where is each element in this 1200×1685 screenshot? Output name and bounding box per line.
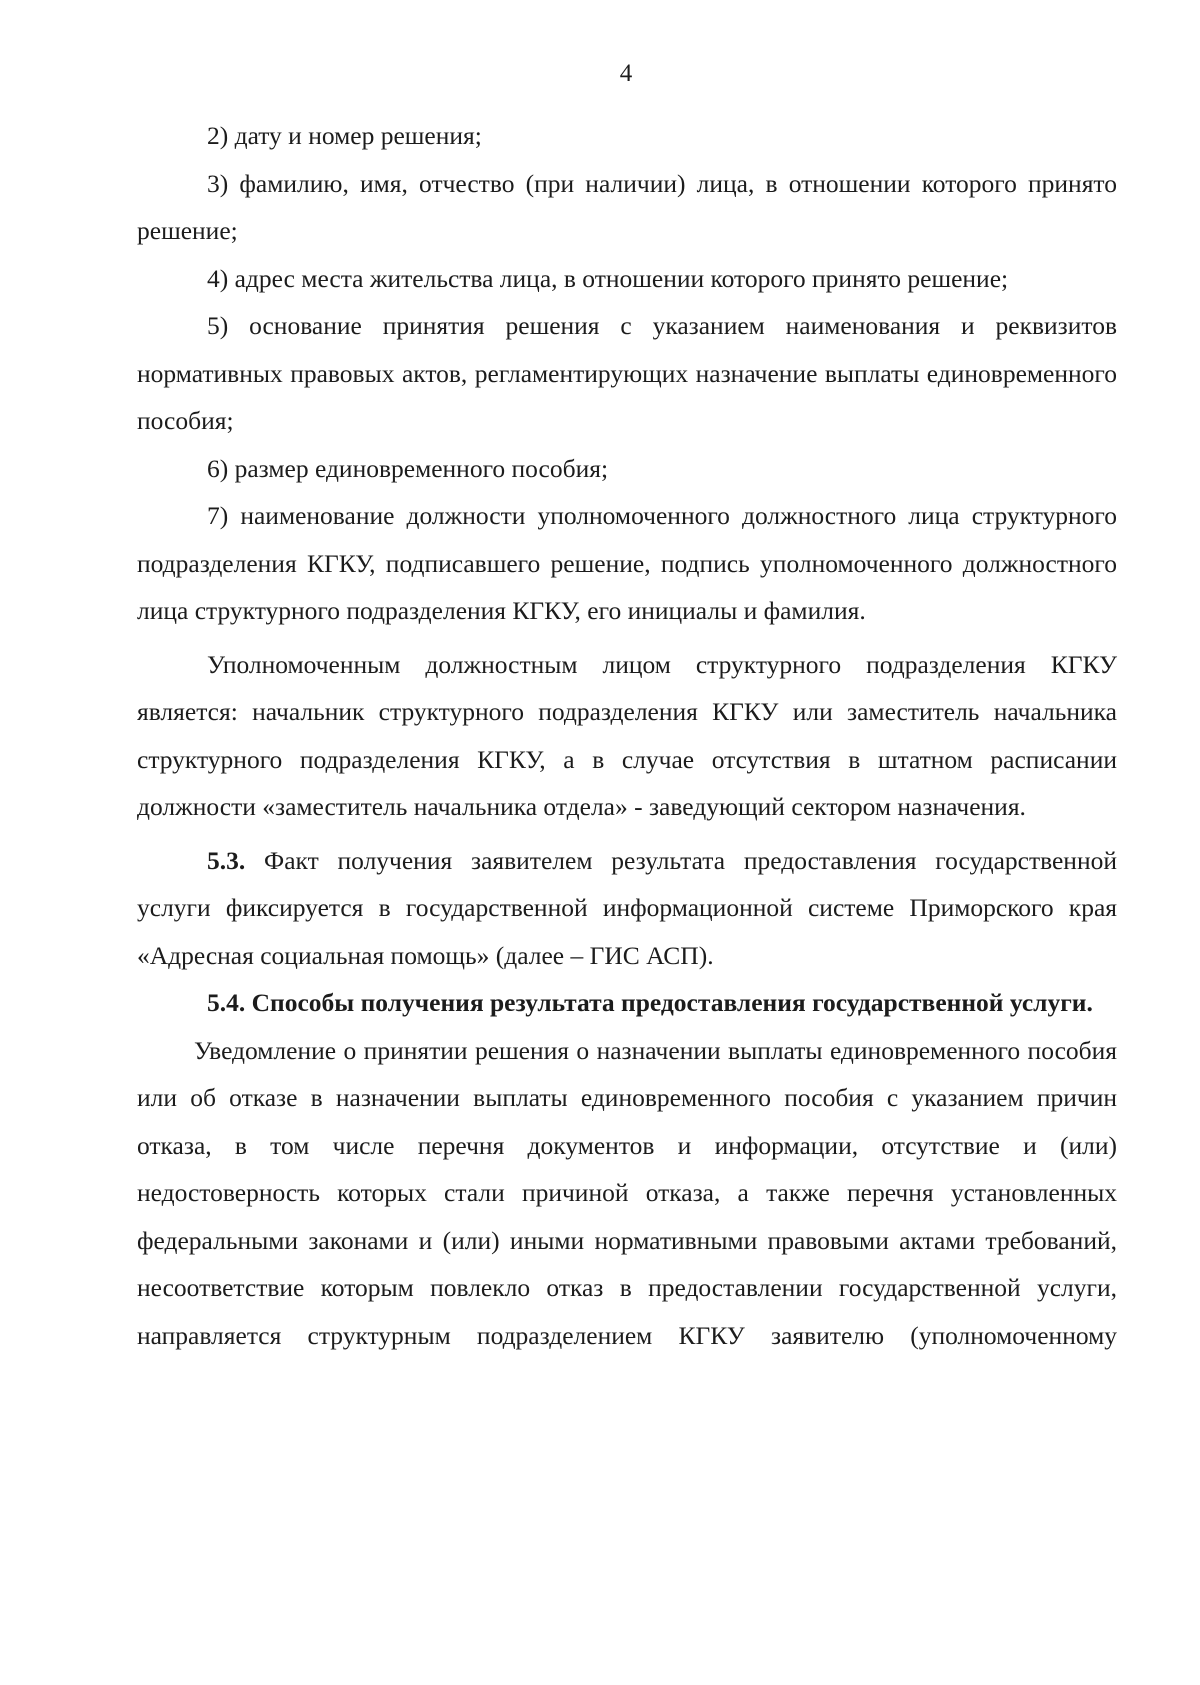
notification-paragraph: Уведомление о принятии решения о назначении выплаты единовременного пособия или об отказе в назначении выплаты единовременного пособия с указанием причин отказа, в том числе перечня документов и информации, отсутствие и (или) недостоверность которых стали причиной отказа, а также перечня установленных федеральными законами и (или) иными нормативными правовыми актами требований, несоответствие которым повлекло отказ в предоставлении государственной услуги, направляется структурным подразделением КГКУ заявителю (уполномоченному xyxy=(137,1035,1117,1350)
authorized-official-paragraph: Уполномоченным должностным лицом структурного подразделения КГКУ является: начальник структурного подразделения КГКУ или заместитель начальника структурного подразделения КГКУ, а в случае отсутствия в штатном расписании должности «заместитель начальника отдела» - заведующий сектором назначения. xyxy=(137,649,1117,821)
document-body xyxy=(137,112,1117,1359)
page-number: 4 xyxy=(619,60,633,87)
list-item-2: 2) дату и номер решения; xyxy=(207,121,482,150)
section-5-3-number: 5.3. xyxy=(207,845,246,875)
list-item-7: 7) наименование должности уполномоченного должностного лица структурного подразделения КГКУ, подписавшего решение, подпись уполномоченного должностного лица структурного подразделения КГКУ, его инициалы и фамилия. xyxy=(137,501,1117,625)
list-item-6: 6) размер единовременного пособия; xyxy=(207,453,609,483)
list-item-3: 3) фамилию, имя, отчество (при наличии) лица, в отношении которого принято решение; xyxy=(137,168,1117,245)
section-5-3-paragraph xyxy=(137,837,1117,980)
list-item-5: 5) основание принятия решения с указанием наименования и реквизитов нормативных правовых актов, регламентирующих назначение выплаты единовременного пособия; xyxy=(137,311,1117,435)
list-item-4: 4) адрес места жительства лица, в отношении которого принято решение; xyxy=(207,263,1009,293)
section-5-3-text: Факт получения заявителем результата предоставления государственной услуги фиксируется в государственной информационной системе Приморского края «Адресная социальная помощь» (далее – ГИС АСП). xyxy=(137,845,1117,970)
section-5-4-heading: 5.4. Способы получения результата предоставления государственной услуги. xyxy=(207,988,1093,1017)
